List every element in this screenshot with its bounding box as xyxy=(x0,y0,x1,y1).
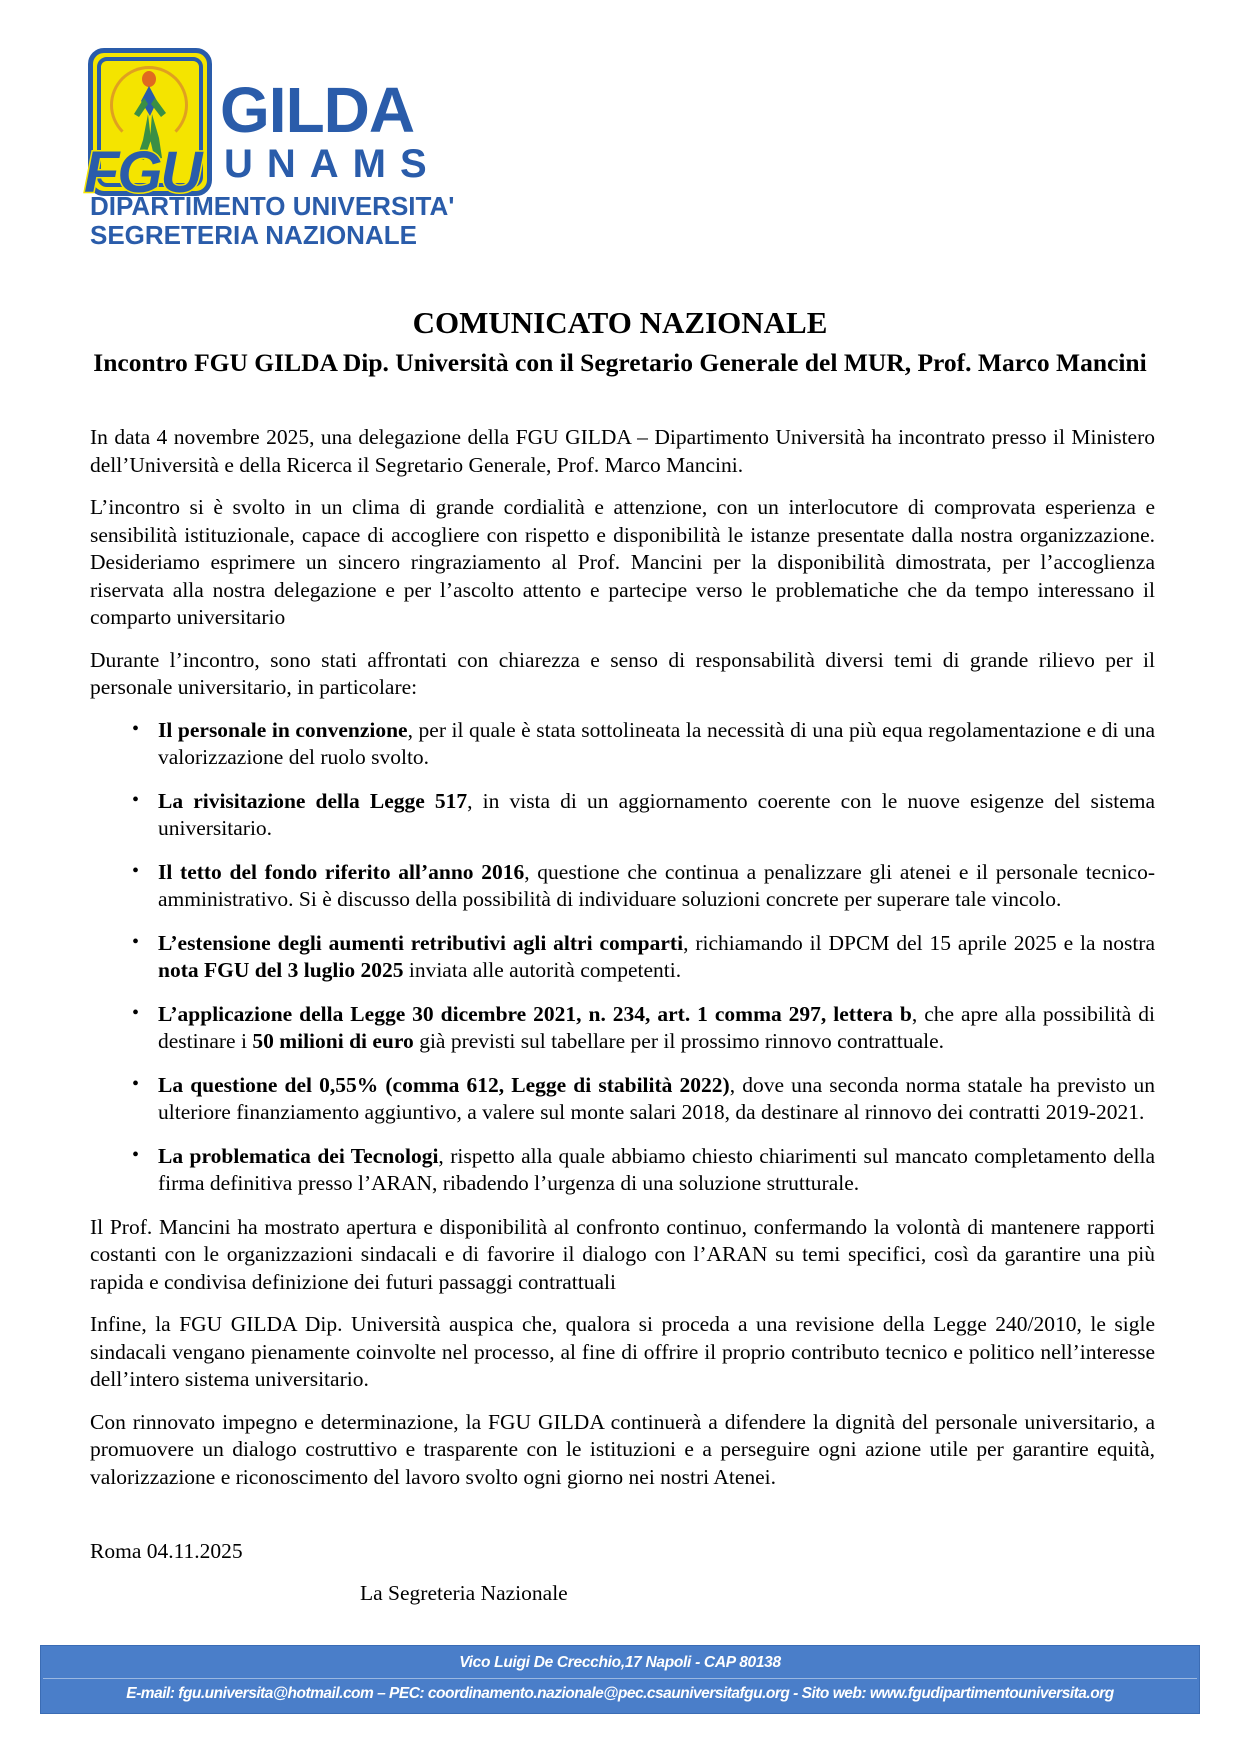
footer-contact-bar xyxy=(40,1645,1200,1714)
paragraph-lead-in: Durante l’incontro, sono stati affrontati con chiarezza e senso di responsabilità diversi temi di grande rilievo per il personale universitario, in particolare: xyxy=(90,647,1155,699)
topic-lead-secondary: nota FGU del 3 luglio 2025 xyxy=(158,958,404,982)
paragraph-closing-openness: Il Prof. Mancini ha mostrato apertura e disponibilità al confronto continuo, confermando la volontà di mantenere rapporti costanti con le organizzazioni sindacali e di favorire il dialogo con l’ARAN su temi specifici, così da garantire una più rapida e condivisa definizione dei futuri passaggi contrattuali xyxy=(90,1214,1155,1294)
topic-rest: , rispetto alla quale abbiamo chiesto chiarimenti sul mancato completamento della firma definitiva presso l’ARAN, ribadendo l’urgenza di una soluzione strutturale. xyxy=(158,1143,1155,1195)
department-line-2: SEGRETERIA NAZIONALE xyxy=(90,220,417,250)
signature-block xyxy=(90,1537,1150,1607)
page-subtitle: Incontro FGU GILDA Dip. Università con il Segretario Generale del MUR, Prof. Marco Mancini xyxy=(93,348,1147,377)
paragraph-closing-commitment: Con rinnovato impegno e determinazione, la FGU GILDA continuerà a difendere la dignità del personale universitario, a promuovere un dialogo costruttivo e trasparente con le istituzioni e a perseguire ogni azione utile per garantire equità, valorizzazione e riconoscimento del lavoro svolto ogni giorno nei nostri Atenei. xyxy=(90,1409,1155,1489)
footer-address: Vico Luigi De Crecchio,17 Napoli - CAP 80138 xyxy=(459,1654,781,1671)
paragraph-climate: L’incontro si è svolto in un clima di grande cordialità e attenzione, con un interlocutore di comprovata esperienza e sensibilità istituzionale, capace di accogliere con rispetto e disponibilità le istanze presentate dalla nostra organizzazione. Desideriamo esprimere un sincero ringraziamento al Prof. Mancini per la disponibilità dimostrata, per l’accoglienza riservata alla nostra delegazione e per l’ascolto attento e partecipe verso le problematiche che da tempo interessano il comparto universitario xyxy=(90,495,1155,629)
topic-lead: Il personale in convenzione xyxy=(158,717,408,742)
fgu-wordmark: FGU xyxy=(84,140,201,205)
department-line-1: DIPARTIMENTO UNIVERSITA' xyxy=(90,191,455,221)
topic-rest: , richiamando il DPCM del 15 aprile 2025 e la nostra xyxy=(683,930,1155,955)
gilda-wordmark: GILDA xyxy=(220,74,415,146)
department-wordmark xyxy=(90,192,454,250)
topics-list xyxy=(90,717,1155,1198)
topic-rest: , che apre alla possibilità di destinare i xyxy=(158,1001,1155,1053)
list-item xyxy=(90,859,1155,914)
topic-rest: , questione che continua a penalizzare gli atenei e il personale tecnico-amministrativo. Si è discusso della possibilità di individuare soluzioni concrete per superare tale vincolo. xyxy=(158,859,1156,911)
topic-rest: , per il quale è stata sottolineata la necessità di una più equa regolamentazione e di una valorizzazione del ruolo svolto. xyxy=(158,717,1156,769)
topic-lead: L’estensione degli aumenti retributivi agli altri comparti xyxy=(158,930,684,955)
list-item xyxy=(90,1143,1155,1198)
signed-by: La Segreteria Nazionale xyxy=(360,1581,568,1605)
list-item xyxy=(90,717,1155,772)
document-body xyxy=(90,424,1155,1491)
topic-rest: , dove una seconda norma statale ha previsto un ulteriore finanziamento aggiuntivo, a valere sul monte salari 2018, da destinare al rinnovo dei contratti 2019-2021. xyxy=(158,1072,1156,1124)
unams-wordmark: UNAMS xyxy=(224,142,441,186)
gilda-fgu-logo xyxy=(84,40,518,250)
list-item xyxy=(90,788,1155,843)
letterhead xyxy=(0,0,1240,250)
list-item xyxy=(90,930,1155,985)
topic-lead: La questione del 0,55% (comma 612, Legge di stabilità 2022) xyxy=(158,1072,730,1097)
topic-lead: L’applicazione della Legge 30 dicembre 2021, n. 234, art. 1 comma 297, lettera b xyxy=(158,1001,912,1026)
topic-rest-secondary: già previsti sul tabellare per il prossimo rinnovo contrattuale. xyxy=(413,1029,945,1053)
topic-rest-secondary: inviata alle autorità competenti. xyxy=(403,958,682,982)
list-item xyxy=(90,1072,1155,1127)
place-and-date: Roma 04.11.2025 xyxy=(90,1539,243,1563)
footer-contacts: E-mail: fgu.universita@hotmail.com – PEC: coordinamento.nazionale@pec.csauniversitafgu.org - Sito web: www.fgudipartimentouniversita.org xyxy=(126,1685,1114,1702)
footer-divider xyxy=(43,1678,1197,1679)
topic-lead: La rivisitazione della Legge 517 xyxy=(158,788,468,813)
paragraph-intro: In data 4 novembre 2025, una delegazione della FGU GILDA – Dipartimento Università ha incontrato presso il Ministero dell’Università e della Ricerca il Segretario Generale, Prof. Marco Mancini. xyxy=(90,425,1155,477)
list-item xyxy=(90,1001,1155,1056)
paragraph-closing-law240: Infine, la FGU GILDA Dip. Università auspica che, qualora si proceda a una revisione della Legge 240/2010, le sigle sindacali vengano pienamente coinvolte nel processo, al fine di offrire il proprio contributo tecnico e politico nell’interesse dell’intero sistema universitario. xyxy=(90,1312,1155,1391)
topic-rest: , in vista di un aggiornamento coerente con le nuove esigenze del sistema universitario. xyxy=(158,788,1156,840)
topic-lead-secondary: 50 milioni di euro xyxy=(252,1029,414,1053)
page-title: COMUNICATO NAZIONALE xyxy=(412,305,828,340)
topic-lead: Il tetto del fondo riferito all’anno 2016 xyxy=(158,859,525,884)
topic-lead: La problematica dei Tecnologi xyxy=(158,1143,439,1168)
fgu-badge-icon xyxy=(84,48,212,205)
